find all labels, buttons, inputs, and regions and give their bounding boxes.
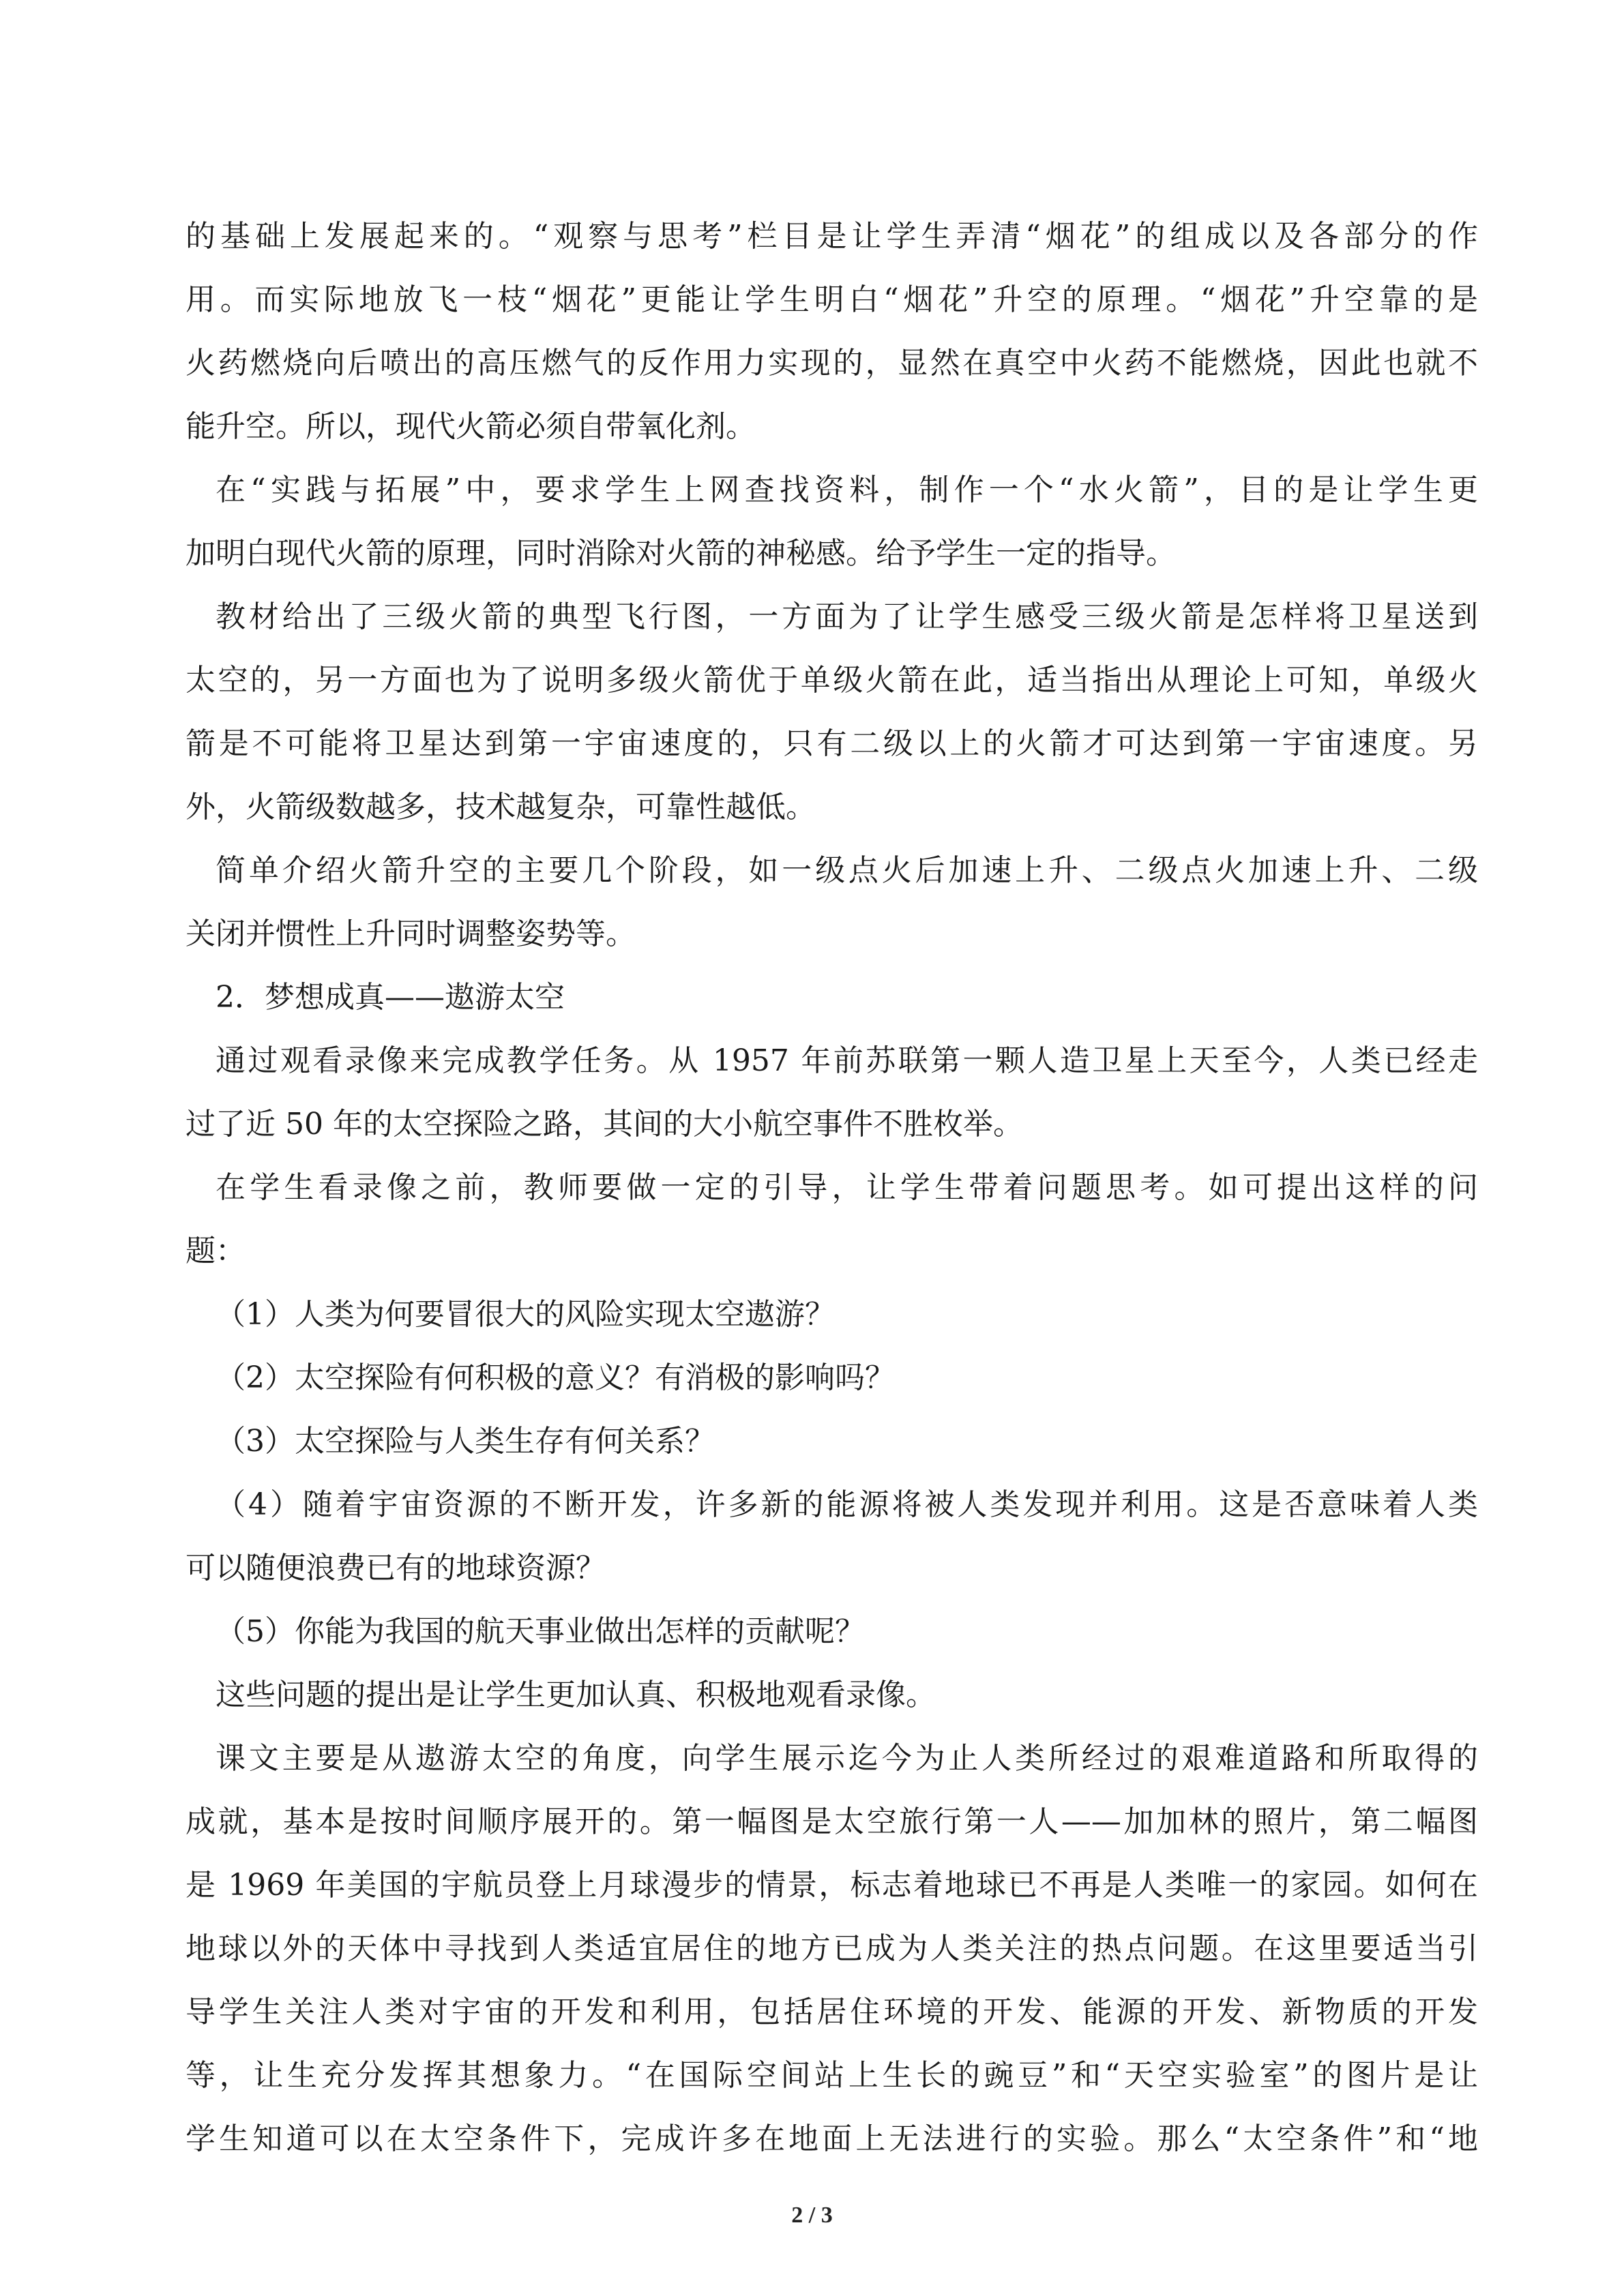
text-line: 简单介绍火箭升空的主要几个阶段，如一级点火后加速上升、二级点火加速上升、二级: [216, 853, 1478, 888]
text-line: 用。而实际地放飞一枝“烟花”更能让学生明白“烟花”升空的原理。“烟花”升空靠的是: [186, 282, 1478, 317]
text-line: 外，火箭级数越多，技术越复杂，可靠性越低。: [186, 790, 816, 824]
text-line: 过了近 50 年的太空探险之路，其间的大小航空事件不胜枚举。: [186, 1107, 1023, 1142]
text-line: 等，让生充分发挥其想象力。“在国际空间站上生长的豌豆”和“天空实验室”的图片是让: [186, 2058, 1478, 2093]
text-line: 能升空。所以，现代火箭必须自带氧化剂。: [186, 409, 756, 444]
text-line: 可以随便浪费已有的地球资源？: [186, 1551, 606, 1585]
text-line: 教材给出了三级火箭的典型飞行图，一方面为了让学生感受三级火箭是怎样将卫星送到: [216, 599, 1478, 634]
text-line: 这些问题的提出是让学生更加认真、积极地观看录像。: [216, 1678, 936, 1712]
text-line: 关闭并惯性上升同时调整姿势等。: [186, 916, 636, 951]
text-line: 的基础上发展起来的。“观察与思考”栏目是让学生弄清“烟花”的组成以及各部分的作: [186, 219, 1478, 254]
text-line: （3）太空探险与人类生存有何关系？: [216, 1424, 715, 1459]
page-number: 2 / 3: [791, 2203, 833, 2228]
text-block: [186, 205, 1478, 2171]
text-line: 是 1969 年美国的宇航员登上月球漫步的情景，标志着地球已不再是人类唯一的家园。如何在: [186, 1868, 1478, 1903]
text-line: 箭是不可能将卫星达到第一宇宙速度的，只有二级以上的火箭才可达到第一宇宙速度。另: [186, 726, 1478, 761]
text-line: 地球以外的天体中寻找到人类适宜居住的地方已成为人类关注的热点问题。在这里要适当引: [186, 1931, 1478, 1966]
text-line: （1）人类为何要冒很大的风险实现太空遨游？: [216, 1297, 835, 1332]
text-line: （4）随着宇宙资源的不断开发，许多新的能源将被人类发现并利用。这是否意味着人类: [216, 1487, 1478, 1522]
text-line: 学生知道可以在太空条件下，完成许多在地面上无法进行的实验。那么“太空条件”和“地: [186, 2121, 1478, 2156]
text-line: 题：: [186, 1234, 246, 1268]
text-line: 2．梦想成真——遨游太空: [216, 980, 565, 1015]
text-line: 在“实践与拓展”中，要求学生上网查找资料，制作一个“水火箭”，目的是让学生更: [216, 473, 1478, 507]
text-line: 火药燃烧向后喷出的高压燃气的反作用力实现的，显然在真空中火药不能燃烧，因此也就不: [186, 346, 1478, 381]
text-line: 在学生看录像之前，教师要做一定的引导，让学生带着问题思考。如可提出这样的问: [216, 1170, 1478, 1205]
text-line: 加明白现代火箭的原理，同时消除对火箭的神秘感。给予学生一定的指导。: [186, 536, 1176, 571]
text-line: 课文主要是从遨游太空的角度，向学生展示迄今为止人类所经过的艰难道路和所取得的: [216, 1741, 1478, 1776]
text-line: 太空的，另一方面也为了说明多级火箭优于单级火箭在此，适当指出从理论上可知，单级火: [186, 663, 1478, 698]
document-body: [186, 205, 1478, 2171]
text-line: 成就，基本是按时间顺序展开的。第一幅图是太空旅行第一人——加加林的照片，第二幅图: [186, 1804, 1478, 1839]
text-line: （5）你能为我国的航天事业做出怎样的贡献呢？: [216, 1614, 865, 1649]
text-line: （2）太空探险有何积极的意义？有消极的影响吗？: [216, 1360, 895, 1395]
text-line: 导学生关注人类对宇宙的开发和利用，包括居住环境的开发、能源的开发、新物质的开发: [186, 1995, 1478, 2029]
text-line: 通过观看录像来完成教学任务。从 1957 年前苏联第一颗人造卫星上天至今，人类已经走: [216, 1043, 1478, 1078]
